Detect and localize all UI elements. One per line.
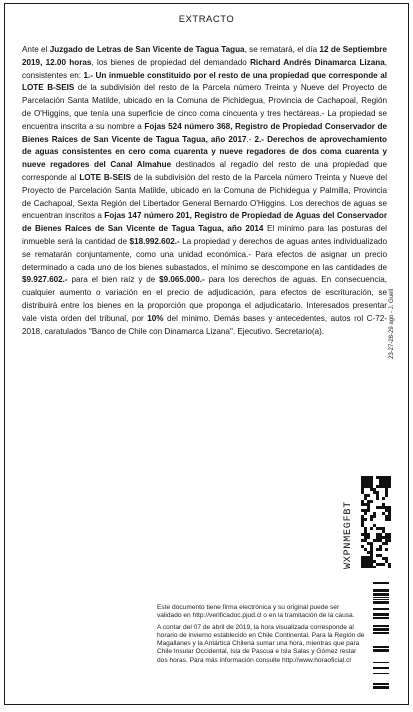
qr-module [361, 491, 364, 494]
qr-module [382, 503, 385, 506]
qr-module [367, 533, 370, 536]
barcode-bar [373, 673, 389, 674]
qr-module [388, 518, 391, 521]
barcode-bar [373, 632, 389, 634]
body-bold-segment: $18.992.602.- [129, 236, 180, 246]
qr-module [361, 518, 364, 521]
qr-finder-mark [379, 476, 391, 488]
qr-module [379, 536, 382, 539]
barcode-bar [373, 625, 389, 627]
barcode-bar [373, 617, 389, 619]
qr-module [376, 485, 379, 488]
footer-timezone-text: A contar del 07 de abril de 2019, la hora visualizada corresponde al horario de invierno establecido en Chile Continental. Para la Región de Magallanes y la Antártica Chilena sumar una hora, mientras que para Chile Insular Occidental, Isla de Pascua e Isla Salas y Gómez restar dos horas. Para más información consulte http://www.horaoficial.cl [157, 624, 365, 664]
qr-module [364, 512, 367, 515]
qr-module [370, 500, 373, 503]
qr-module [367, 503, 370, 506]
qr-module [361, 533, 364, 536]
qr-module [376, 536, 379, 539]
barcode-bar [373, 589, 389, 592]
qr-module [382, 512, 385, 515]
qr-module [385, 548, 388, 551]
barcode-bar [373, 683, 389, 685]
body-bold-segment: Richard Andrés Dinamarca Lizana [250, 57, 385, 67]
body-bold-segment: LOTE B-SEIS [79, 172, 131, 182]
body-text-segment: , se rematará, el día [244, 45, 320, 54]
qr-module [379, 563, 382, 566]
barcode-bar [373, 613, 389, 616]
qr-module [376, 563, 379, 566]
qr-module [361, 500, 364, 503]
body-bold-segment: Fojas 147 número 201, Registro de Propiedad de Aguas del Conservador de Bienes Raíces de San Vicente de Tagua Tagua, año 2014 [22, 211, 387, 234]
qr-module [376, 548, 379, 551]
body-bold-segment: $9.927.602.- [22, 275, 68, 285]
qr-module [376, 494, 379, 497]
qr-module [376, 539, 379, 542]
qr-module [376, 476, 379, 479]
barcode-icon [373, 582, 389, 690]
qr-module [379, 506, 382, 509]
qr-code-icon [361, 476, 391, 568]
qr-module [379, 533, 382, 536]
barcode-bar [373, 582, 389, 584]
qr-module [385, 518, 388, 521]
qr-module [361, 503, 364, 506]
body-text-segment: Ante el [22, 45, 50, 54]
qr-module [373, 560, 376, 563]
qr-module [388, 512, 391, 515]
qr-module [373, 512, 376, 515]
body-bold-segment: 12 de Septiembre 2019, 12.00 horas [22, 45, 387, 67]
verification-code [343, 474, 357, 569]
qr-module [361, 539, 364, 542]
body-bold-segment: 10% [147, 313, 164, 323]
barcode-bar [373, 646, 389, 648]
qr-module [364, 503, 367, 506]
qr-module [388, 533, 391, 536]
qr-module [385, 560, 388, 563]
qr-module [385, 491, 388, 494]
qr-module [376, 491, 379, 494]
body-text-segment: de la subdivisión del resto de la Parcela número Treinta y Nueve del Proyecto de Parcelación Santa Matilde, ubicado en la Comuna de Pichidegua, Provincia de Cachapoal, Región de O'Higgins, que tenía una superficie de cinco coma cincuenta y tres hectáreas.- La propiedad se encuentra inscrita a su nombre a [22, 83, 387, 131]
qr-module [382, 542, 385, 545]
body-bold-segment: 1.- Un inmueble constituido por el resto de una propiedad que corresponde al LOTE B-SEIS [22, 70, 387, 93]
qr-module [382, 563, 385, 566]
qr-module [367, 536, 370, 539]
qr-module [361, 515, 364, 518]
verification-code-text: WXPNMEGFBT [343, 500, 354, 569]
qr-module [364, 494, 367, 497]
qr-module [385, 509, 388, 512]
qr-module [385, 488, 388, 491]
barcode-bar [373, 649, 389, 652]
qr-module [373, 524, 376, 527]
qr-module [364, 527, 367, 530]
extract-body [22, 44, 387, 338]
qr-module [379, 527, 382, 530]
qr-module [367, 500, 370, 503]
qr-module [385, 539, 388, 542]
qr-module [388, 536, 391, 539]
body-text-segment: para el bien raíz y de [67, 275, 160, 285]
qr-module [379, 554, 382, 557]
body-text-segment: para los derechos de aguas. En consecuencia, cualquier aumento o variación en el precio de adjudicación, para efectos de escrituración, se distribuirá entre los bienes en la proporción que proponga el adjudicatario. Interesados presentar vale vista orden del tribunal, por [22, 275, 387, 323]
qr-module [370, 542, 373, 545]
qr-module [376, 527, 379, 530]
barcode-bar [373, 597, 389, 598]
qr-module [382, 557, 385, 560]
qr-module [367, 509, 370, 512]
barcode-bar [373, 628, 389, 631]
qr-module [373, 539, 376, 542]
qr-module [379, 545, 382, 548]
qr-module [370, 545, 373, 548]
qr-module [388, 563, 391, 566]
qr-module [361, 509, 364, 512]
qr-module [385, 506, 388, 509]
qr-module [385, 542, 388, 545]
qr-module [364, 539, 367, 542]
body-bold-segment: Juzgado de Letras de San Vicente de Tagua Tagua [49, 45, 245, 54]
qr-module [379, 539, 382, 542]
qr-module [379, 548, 382, 551]
qr-module [364, 497, 367, 500]
body-text-segment: , consistentes en: [22, 57, 388, 80]
qr-module [361, 524, 364, 527]
body-text-segment: del mínimo. Demás bases y antecedentes, autos rol C-72-2018, caratulados "Banco de Chile con Dinamarca Lizana". Ejecutivo. Secretario(a). [22, 313, 387, 336]
body-text-segment: El mínimo para las posturas del inmueble será la cantidad de [22, 224, 387, 246]
body-text-segment: La propiedad y derechos de aguas antes individualizado se rematarán conjuntamente, como una unidad económica.- Para efectos de asignar un precio determinado a cada uno de los bienes subastados, el mínimo se descompone en las cantidades de [22, 236, 388, 272]
qr-module [382, 530, 385, 533]
qr-module [376, 533, 379, 536]
qr-module [385, 536, 388, 539]
barcode-bar [373, 686, 389, 689]
body-bold-segment: Fojas 524 número 368, Registro de Propiedad Conservador de Bienes Raíces de San Vicente de Tagua Tagua, año 2017 [22, 121, 387, 144]
qr-module [364, 548, 367, 551]
qr-module [382, 497, 385, 500]
qr-module [367, 494, 370, 497]
barcode-bar [373, 667, 389, 669]
qr-module [382, 536, 385, 539]
qr-module [382, 527, 385, 530]
qr-module [373, 488, 376, 491]
barcode-bar [373, 608, 389, 610]
qr-module [364, 530, 367, 533]
barcode-bar [373, 662, 389, 663]
qr-finder-mark [361, 556, 373, 568]
qr-module [388, 515, 391, 518]
body-text-segment: .- [246, 134, 255, 144]
body-text-segment: destinados al regadío del resto de una propiedad que corresponde al [22, 160, 387, 182]
qr-module [388, 566, 391, 568]
qr-finder-mark [361, 476, 373, 488]
body-bold-segment: 2.- Derechos de aprovechamiento de aguas consistentes en cero coma cuarenta y nueve regadores de dos coma cuarenta y nueve regadores del Canal Almahue [22, 134, 387, 170]
qr-module [373, 566, 376, 568]
qr-module [370, 554, 373, 557]
qr-module [370, 488, 373, 491]
side-publication-code-text: 23-27-28-29 ago - J. Guell [389, 288, 395, 359]
qr-module [370, 515, 373, 518]
qr-module [385, 515, 388, 518]
qr-module [385, 557, 388, 560]
barcode-bar [373, 593, 389, 596]
qr-module [373, 491, 376, 494]
qr-module [364, 533, 367, 536]
qr-module [361, 545, 364, 548]
qr-module [376, 554, 379, 557]
side-publication-code [389, 239, 401, 359]
footer-validation-text: Este documento tiene firma electrónica y su original puede ser validado en http://verificadoc.pjud.cl o en la tramitación de la causa. [157, 604, 355, 620]
qr-module [364, 536, 367, 539]
qr-module [361, 488, 364, 491]
qr-module [370, 548, 373, 551]
qr-module [385, 533, 388, 536]
qr-module [370, 518, 373, 521]
qr-module [367, 506, 370, 509]
document-page [4, 3, 409, 705]
barcode-bar [373, 601, 389, 604]
qr-module [382, 506, 385, 509]
electronic-signature-note [157, 604, 365, 669]
qr-module [373, 515, 376, 518]
qr-module [388, 509, 391, 512]
body-text-segment: de la subdivisión del resto de la Parcela número Treinta y Nueve del Proyecto de Parcelación Santa Matilde, ubicado en la Comuna de Pichidegua y Palmilla, Provincia de Cachapoal, Sexta Región del Libertador General Bernardo O'Higgins. Los derechos de aguas se encuentran inscritos a [22, 172, 388, 221]
qr-module [364, 509, 367, 512]
body-text-segment: , los bienes de propiedad del demandado [91, 57, 251, 67]
qr-module [376, 506, 379, 509]
qr-module [388, 506, 391, 509]
qr-module [364, 518, 367, 521]
qr-module [388, 539, 391, 542]
qr-module [376, 497, 379, 500]
document-title: EXTRACTO [178, 14, 235, 25]
body-bold-segment: $9.065.000.- [159, 275, 205, 285]
qr-module [367, 542, 370, 545]
qr-module [361, 521, 364, 524]
qr-module [385, 494, 388, 497]
qr-module [370, 527, 373, 530]
barcode-bar [373, 599, 389, 600]
qr-module [370, 551, 373, 554]
qr-module [367, 551, 370, 554]
